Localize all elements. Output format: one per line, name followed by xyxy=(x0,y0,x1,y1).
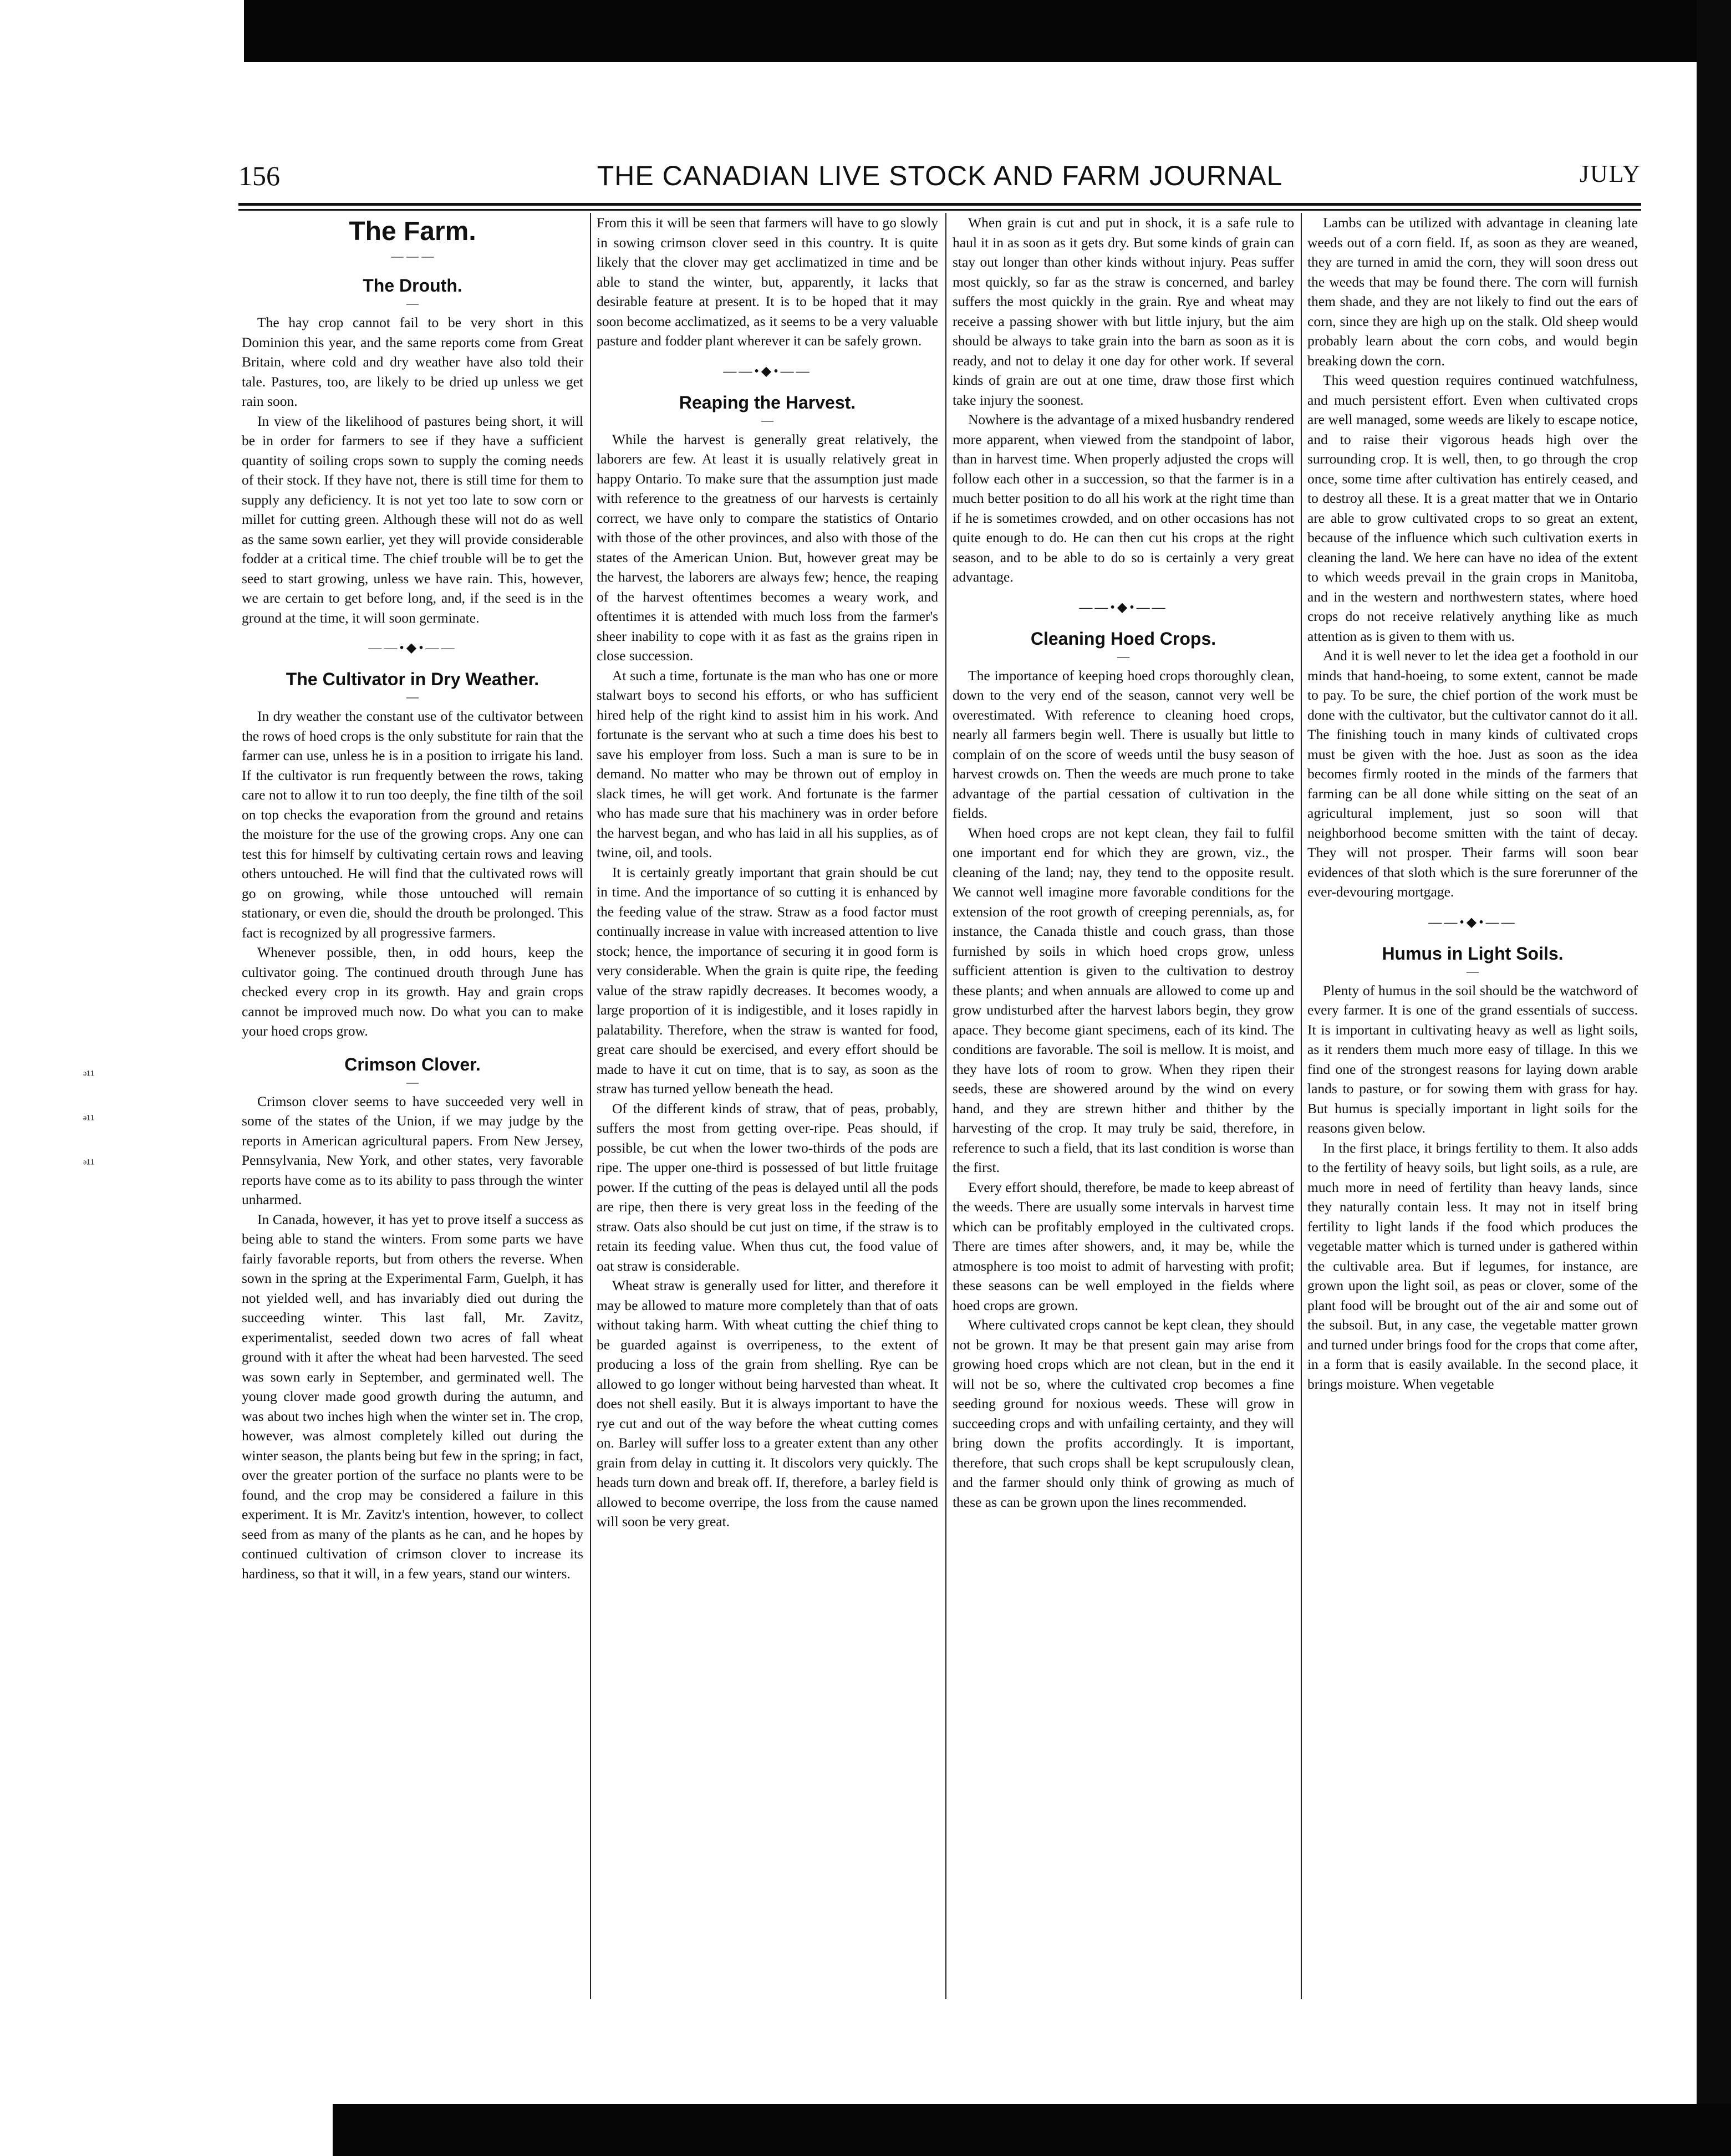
section-title: The Farm. xyxy=(349,217,476,246)
page-header xyxy=(238,160,1641,198)
article-paragraph: Lambs can be utilized with advantage in cleaning late weeds out of a corn field. If, as soon as they are weaned, they are turned in amid the corn, they will soon dress out the weeds that may be found there. The corn will furnish them shade, and they are not likely to find out the ears of corn, since they are high up on the stalk. Old sheep would probably learn about the corn cobs, and would begin breaking down the corn. xyxy=(1307,215,1638,369)
article-paragraph: Of the different kinds of straw, that of peas, probably, suffers the most from getting over-ripe. Peas should, if possible, be cut when the lower two-thirds of the pods are ripe. The upper one-third is possessed of but little fruitage power. If the cutting of the peas is delayed until all the pods are ripe, then there is very great loss in the feeding of the straw. Oats also should be cut just on time, if the straw is to retain its feeding value. When thus cut, the food value of oat straw is considerable. xyxy=(597,1100,938,1274)
column-divider xyxy=(590,213,591,1999)
article-paragraph: Nowhere is the advantage of a mixed husbandry rendered more apparent, when viewed from the standpoint of labor, than in harvest time. When properly adjusted the crops will follow each other in a succession, so that the farmer is in a much better position to do all his work at the right time than if he is sometimes crowded, and on other occasions has not quite enough to do. He can then cut his crops at the right season, and to be able to do so is certainly a very great advantage. xyxy=(953,411,1294,585)
journal-title: THE CANADIAN LIVE STOCK AND FARM JOURNAL xyxy=(597,160,1283,191)
article-paragraph: This weed question requires continued watchfulness, and much persistent effort. Even when cultivated crops are well managed, some weeds are likely to escape notice, and to raise their vigorous heads high over the surrounding crop. It is well, then, to go through the crop once, some time after cultivation has entirely ceased, and to destroy all these. It is a great matter that we in Ontario are able to grow cultivated crops to so great an extent, because of the influence which such cultivation exerts in cleaning the land. We here can have no idea of the extent to which weeds prevail in the grain crops in Manitoba, and in the western and northwestern states, where hoed crops do not receive relatively anything like as much attention as is given to them with us. xyxy=(1307,372,1638,644)
article-paragraph: Plenty of humus in the soil should be the watchword of every farmer. It is one of the grand essentials of success. It is important in cultivating heavy as well as light soils, as it renders them much more easy of tillage. In this we find one of the strongest reasons for laying down arable lands to pasture, or for sowing them with grass for hay. But humus is specially important in light soils for the reasons given below. xyxy=(1307,982,1638,1136)
section-ornament: ——•◆•—— xyxy=(1079,600,1168,615)
article-title-humus: Humus in Light Soils. xyxy=(1382,943,1564,964)
article-paragraph: In view of the likelihood of pastures being short, it will be in order for farmers to see if they have a sufficient quantity of soiling crops sown to supply the coming needs of their stock. If they have not, there is still time for them to supply any deficiency. It is not yet too late to sow corn or millet for cutting green. Although these will not do as well as the same sown earlier, yet they will provide considerable fodder at a critical time. The chief trouble will be to get the seed to start growing, unless we have rain. This, however, we are certain to get before long, and, if the seed is in the ground at the time, it will soon germinate. xyxy=(242,412,583,626)
section-ornament: ——•◆•—— xyxy=(1428,915,1517,930)
title-dash: — xyxy=(406,1074,419,1089)
section-ornament: ——•◆•—— xyxy=(723,364,812,379)
scan-border-bottom xyxy=(333,2104,1731,2156)
article-paragraph: The hay crop cannot fail to be very short in this Dominion this year, and the same reports come from Great Britain, where cold and dry weather have also told their tale. Pastures, too, are likely to be dried up unless we get rain soon. xyxy=(242,314,583,409)
article-title-cultivator: The Cultivator in Dry Weather. xyxy=(286,669,539,689)
article-columns xyxy=(238,213,1641,1999)
title-dash: — xyxy=(1467,964,1479,978)
title-dash: — xyxy=(406,296,419,310)
section-ornament: ——•◆•—— xyxy=(368,641,457,655)
article-paragraph: At such a time, fortunate is the man who has one or more stalwart boys to second his efforts, or who has sufficient hired help of the right kind to assist him in his work. And fortunate is the servant who at such a time does his best to save his employer from loss. Such a man is sure to be in demand. No matter who may be thrown out of employ in slack times, he will get work. And fortunate is the farmer who has made sure that his machinery was in order before the harvest began, and who has laid in all his supplies, as of twine, oil, and tools. xyxy=(597,667,938,860)
article-paragraph: When grain is cut and put in shock, it is a safe rule to haul it in as soon as it gets dry. But some kinds of grain can stay out longer than other kinds without injury. Peas suffer most quickly, so far as the straw is concerned, and barley suffers the most quickly in the grain. Rye and wheat may receive a passing shower with but little injury, but the aim should be always to take grain into the barn as soon as it is ready, and not to delay it one day for other work. If several kinds of grain are out at one time, draw those first which take injury the soonest. xyxy=(953,215,1294,408)
article-paragraph: The importance of keeping hoed crops thoroughly clean, down to the very end of the season, cannot very well be overestimated. With reference to cleaning hoed crops, nearly all farmers begin well. There is usually but little to complain of on the score of weeds until the busy season of harvest crowds on. Then the weeds are much prone to take advantage of the partial cessation of cultivation in the fields. xyxy=(953,667,1294,821)
title-dash: — xyxy=(1117,649,1129,663)
article-paragraph: In Canada, however, it has yet to prove itself a success as being able to stand the winters. From some parts we have fairly favorable reports, but from others the reverse. When sown in the spring at the Experimental Farm, Guelph, it has not yielded well, and has invariably died out during the succeeding winter. This last fall, Mr. Zavitz, experimentalist, seeded down two acres of fall wheat ground with it after the wheat had been harvested. The seed was sown early in September, and germinated well. The young clover made good growth during the autumn, and was about two inches high when the winter set in. The crop, however, was almost completely killed out during the winter season, the plants being but few in the spring; in fact, over the greater portion of the surface no plants were to be found, and the crop may be considered a failure in this experiment. It is Mr. Zavitz's intention, however, to collect seed from as many of the plants as he can, and he hopes by continued cultivation of crimson clover to increase its hardiness, so that it will, in a few years, stand our winters. xyxy=(242,1211,583,1582)
article-title-cleaning-hoed-crops: Cleaning Hoed Crops. xyxy=(1030,628,1216,649)
article-paragraph: When hoed crops are not kept clean, they fail to fulfil one important end for which they are grown, viz., the cleaning of the land; nay, they tend to the opposite result. We cannot well imagine more favorable conditions for the extension of the root growth of creeping perennials, as, for instance, the Canada thistle and couch grass, than those furnished by soils in which hoed crops grow, unless sufficient attention is given to the cultivation to destroy these plants; and when annuals are allowed to come up and grow undisturbed after the harvest labors begin, they grow apace. They become giant specimens, each of its kind. The conditions are favorable. The soil is mellow. It is moist, and they have lots of room to grow. When they ripen their seeds, these are showered around by the wind on every hand, and they are strewn hither and thither by the harvesting of the crop. It may truly be said, therefore, in reference to such a field, that its last condition is worse than the first. xyxy=(953,824,1294,1175)
article-paragraph: It is certainly greatly important that grain should be cut in time. And the importance of so cutting it is enhanced by the feeding value of the straw. Straw as a food factor must continually increase in value with increased attention to live stock; hence, the importance of securing it in good form is very considerable. When the grain is quite ripe, the feeding value of the straw rapidly decreases. It becomes woody, a large proportion of it is indigestible, and it loses rapidly in palatability. Therefore, when the straw is wanted for food, great care should be exercised, and every effort should be made to have it cut on time, that is to say, as soon as the straw has turned yellow beneath the head. xyxy=(597,864,938,1097)
header-rule xyxy=(238,203,1641,211)
article-title-crimson-clover: Crimson Clover. xyxy=(344,1054,481,1074)
article-paragraph: From this it will be seen that farmers will have to go slowly in sowing crimson clover seed in this country. It is quite likely that the clover may get acclimatized in time and be able to stand the winter, but, apparently, it lacks that desirable feature at present. It is to be hoped that it may soon become acclimatized, as it seems to be a very valuable pasture and fodder plant wherever it can be safely grown. xyxy=(597,215,938,349)
column-divider xyxy=(945,213,946,1999)
article-title-drouth: The Drouth. xyxy=(363,276,462,295)
scan-border-right xyxy=(1697,0,1731,2156)
article-paragraph: Every effort should, therefore, be made to keep abreast of the weeds. There are usually some intervals in harvest time which can be profitably employed in the cultivated crops. There are times after showers, and, it may be, while the atmosphere is too moist to admit of harvesting with profit; these seasons can be well employed in the fields where hoed crops are grown. xyxy=(953,1179,1294,1313)
margin-annotations xyxy=(83,1053,150,1186)
column-3 xyxy=(949,213,1297,1999)
column-1 xyxy=(238,213,587,1999)
scan-border-top xyxy=(244,0,1731,62)
page-number: 156 xyxy=(238,160,280,191)
article-paragraph: In the first place, it brings fertility to them. It also adds to the fertility of heavy soils, but light soils, as a rule, are much more in need of fertility than heavy lands, since they naturally contain less. It may not in itself bring fertility to light lands if the food which produces the vegetable matter which is turned under is gathered within the cultivable area. But if legumes, for instance, are grown upon the light soil, as peas or clover, some of the plant food will be brought out of the air and some out of the subsoil. But, in any case, the vegetable matter grown and turned under brings food for the crops that come after, in a form that is easily available. In the second place, it brings moisture. When vegetable xyxy=(1307,1139,1638,1392)
article-paragraph: While the harvest is generally great relatively, the laborers are few. At least it is usually relatively great in happy Ontario. To make sure that the assumption just made with reference to the greatness of our harvests is certainly correct, we have only to compare the statistics of Ontario with those of the other provinces, and also with those of the states of the American Union. But, however great may be the harvest, the laborers are always few; hence, the reaping of the harvest oftentimes becomes a weary work, and oftentimes it is attended with much loss from the farmer's sheer inability to cope with it as fast as the grains ripen in close succession. xyxy=(597,431,938,664)
article-paragraph: And it is well never to let the idea get a foothold in our minds that hand-hoeing, to some extent, cannot be made to pay. To be sure, the chief portion of the work must be done with the cultivator, but the cultivator cannot do it all. The finishing touch in many kinds of cultivated crops must be given with the hoe. Just as soon as the idea becomes firmly rooted in the minds of the farmers that farming can be all done while sitting on the seat of an agricultural implement, just so soon will that neighborhood become smitten with the taint of decay. They will not prosper. Their farms will soon bear evidences of that sloth which is the sure forerunner of the ever-devouring mortgage. xyxy=(1307,648,1638,900)
article-paragraph: Wheat straw is generally used for litter, and therefore it may be allowed to mature more completely than that of oats without taking harm. With wheat cutting the chief thing to be guarded against is overripeness, to the extent of producing a loss of the grain from shelling. Rye can be allowed to go longer without being harvested than wheat. It does not shell easily. But it is always important to have the rye cut and out of the way before the wheat cutting comes on. Barley will suffer loss to a greater extent than any other grain from delay in cutting it. It discolors very quickly. The heads turn down and break off. If, therefore, a barley field is allowed to become overripe, the loss from the cause named will soon be very great. xyxy=(597,1277,938,1530)
issue-month: JULY xyxy=(1579,160,1641,187)
title-dash: — — — xyxy=(391,249,434,263)
title-dash: — xyxy=(406,690,419,704)
column-4 xyxy=(1304,213,1641,1999)
article-paragraph: Where cultivated crops cannot be kept clean, they should not be grown. It may be that present gain may arise from growing hoed crops which are not clean, but in the end it will not be so, where the cultivated crop becomes a fine seeding ground for noxious weeds. These will grow in succeeding crops and with unfailing certainty, and they will bring down the profits accordingly. It is important, therefore, that such crops shall be kept scrupulously clean, and the farmer should only think of growing as much of these as can be grown upon the lines recommended. xyxy=(953,1317,1294,1510)
article-title-reaping: Reaping the Harvest. xyxy=(679,392,856,412)
article-paragraph: Whenever possible, then, in odd hours, keep the cultivator going. The continued drouth through June has checked every crop in its growth. Hay and grain crops cannot be improved much now. Do what you can to make your hoed crops grow. xyxy=(242,944,583,1039)
article-paragraph: In dry weather the constant use of the cultivator between the rows of hoed crops is the only substitute for rain that the farmer can use, unless he is in a position to irrigate his land. If the cultivator is run frequently between the rows, taking care not to allow it to run too deeply, the fine tilth of the soil on top checks the evaporation from the ground and retains the moisture for the use of the growing crops. Any one can test this for himself by cultivating certain rows and leaving others untouched. He will find that the cultivated rows will go on growing, while those untouched will remain stationary, or even die, should the drouth be prolonged. This fact is recognized by all progressive farmers. xyxy=(242,708,583,941)
column-2 xyxy=(593,213,941,1999)
title-dash: — xyxy=(761,412,773,427)
margin-mark: ᵊ¹¹ xyxy=(83,1113,95,1127)
margin-mark: ᵊ¹¹ xyxy=(83,1157,95,1171)
column-divider xyxy=(1301,213,1302,1999)
margin-mark: ᵊ¹¹ xyxy=(83,1068,95,1083)
article-paragraph: Crimson clover seems to have succeeded very well in some of the states of the Union, if we may judge by the reports in American agricultural papers. From New Jersey, Pennsylvania, New York, and other states, very favorable reports have come as to its ability to pass through the winter unharmed. xyxy=(242,1093,583,1207)
